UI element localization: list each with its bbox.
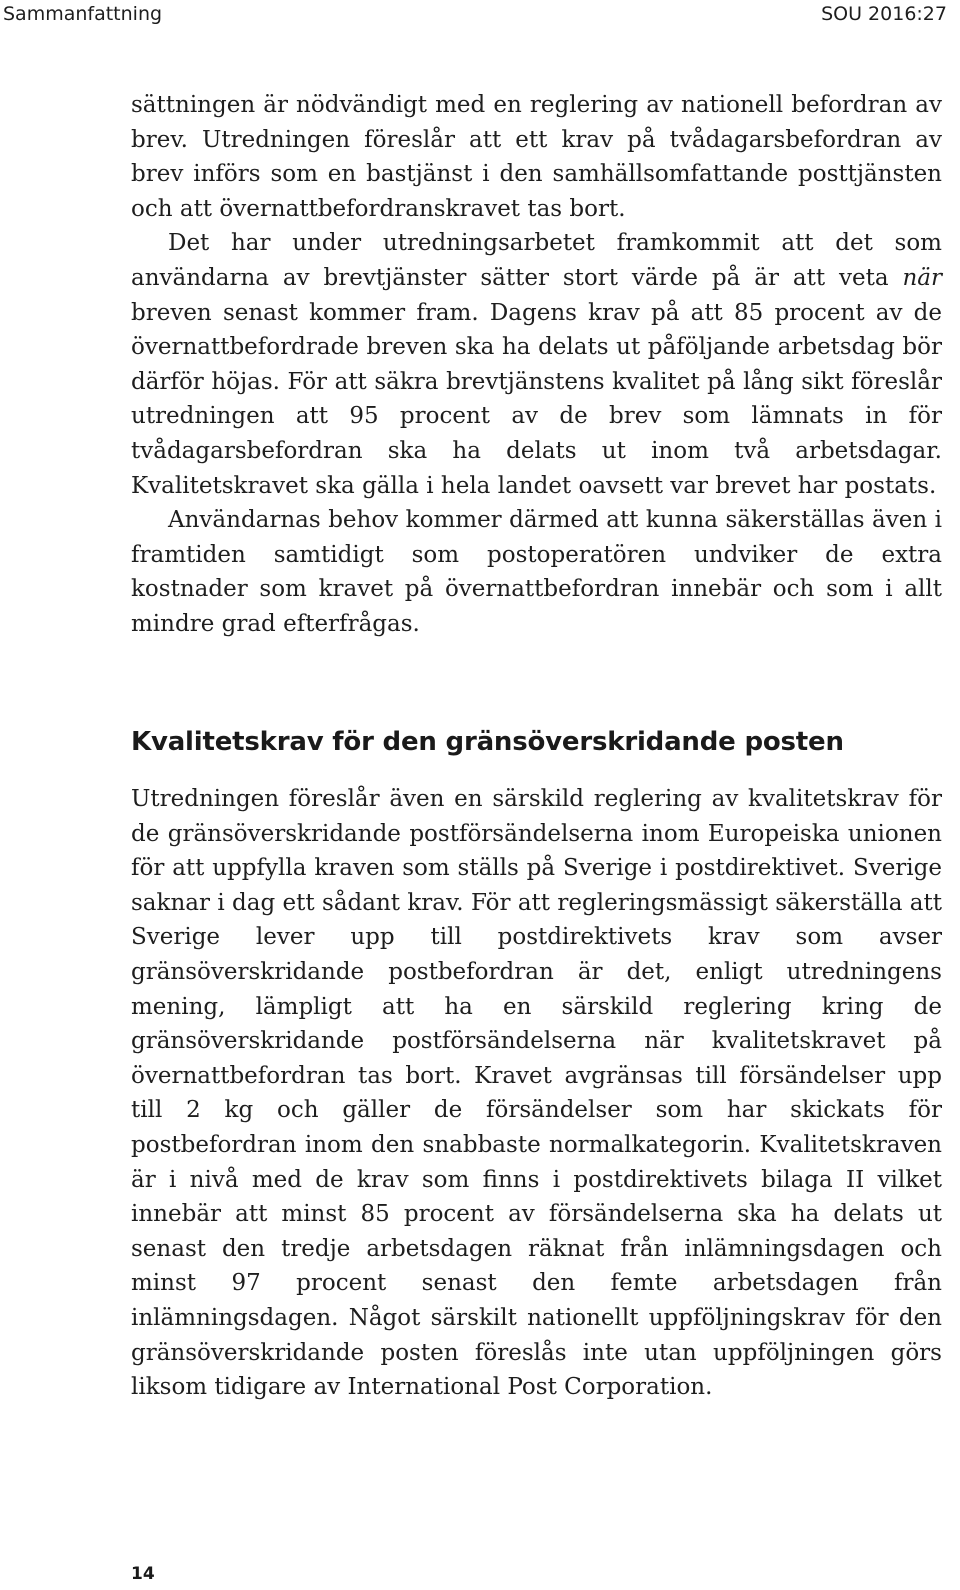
paragraph-conclusion: Användarnas behov kommer därmed att kunna säkerställas även i framtiden samtidigt som postoperatören undviker de extra kostnader som kravet på övernattbefordran innebär och som i allt mindre grad efterfrågas. <box>131 507 942 637</box>
paragraph-text: breven senast kommer fram. Dagens krav på att 85 procent av de övernattbefordrade breven ska ha delats ut påföljande arbetsdag bör därför höjas. För att säkra brevtjänstens kvalitet på lång sikt föreslår utredningen att 95 procent av de brev som lämnats in för tvådagarsbefordran ska ha delats ut inom två arbetsdagar. Kvalitetskravet ska gälla i hela landet oavsett var brevet har postats. <box>131 299 942 499</box>
emphasis-text: när <box>902 264 942 291</box>
summary-text-block <box>131 88 942 642</box>
paragraph-continuation: sättningen är nödvändigt med en reglering av nationell befordran av brev. Utredningen föreslår att ett krav på tvådagarsbefordran av brev införs som en bastjänst i den samhällsomfattande posttjänsten och att övernattbefordranskravet tas bort. <box>131 92 942 222</box>
running-header <box>0 0 960 30</box>
paragraph-text: Det har under utredningsarbetet framkommit att det som användarna av brevtjänster sätter stort värde på är att veta <box>131 230 942 291</box>
section-text-block <box>131 782 942 1405</box>
header-report-id: SOU 2016:27 <box>821 3 947 25</box>
section-heading: Kvalitetskrav för den gränsöverskridande posten <box>131 727 844 757</box>
paragraph-cross-border: Utredningen föreslår även en särskild reglering av kvalitetskrav för de gränsöverskridande postförsändelserna inom Europeiska unionen för att uppfylla kraven som ställs på Sverige i postdirektivet. Sverige saknar i dag ett sådant krav. För att regleringsmässigt säkerställa att Sverige lever upp till postdirektivets krav som avser gränsöverskridande postbefordran är det, enligt utredningens mening, lämpligt att ha en särskild reglering kring de gränsöverskridande postförsändelserna när kvalitetskravet på övernattbefordran tas bort. Kravet avgränsas till försändelser upp till 2 kg och gäller de försändelser som har skickats för postbefordran inom den snabbaste normalkategorin. Kvalitetskraven är i nivå med de krav som finns i postdirektivets bilaga II vilket innebär att minst 85 procent av försändelserna ska ha delats ut senast den tredje arbetsdagen räknat från inlämningsdagen och minst 97 procent senast den femte arbetsdagen från inlämningsdagen. Något särskilt nationellt uppföljningskrav för den gränsöverskridande posten föreslås inte utan uppföljningen görs liksom tidigare av International Post Corporation. <box>131 786 942 1401</box>
header-section-title: Sammanfattning <box>3 3 163 25</box>
page-number: 14 <box>131 1564 155 1584</box>
paragraph-user-needs <box>131 226 942 503</box>
